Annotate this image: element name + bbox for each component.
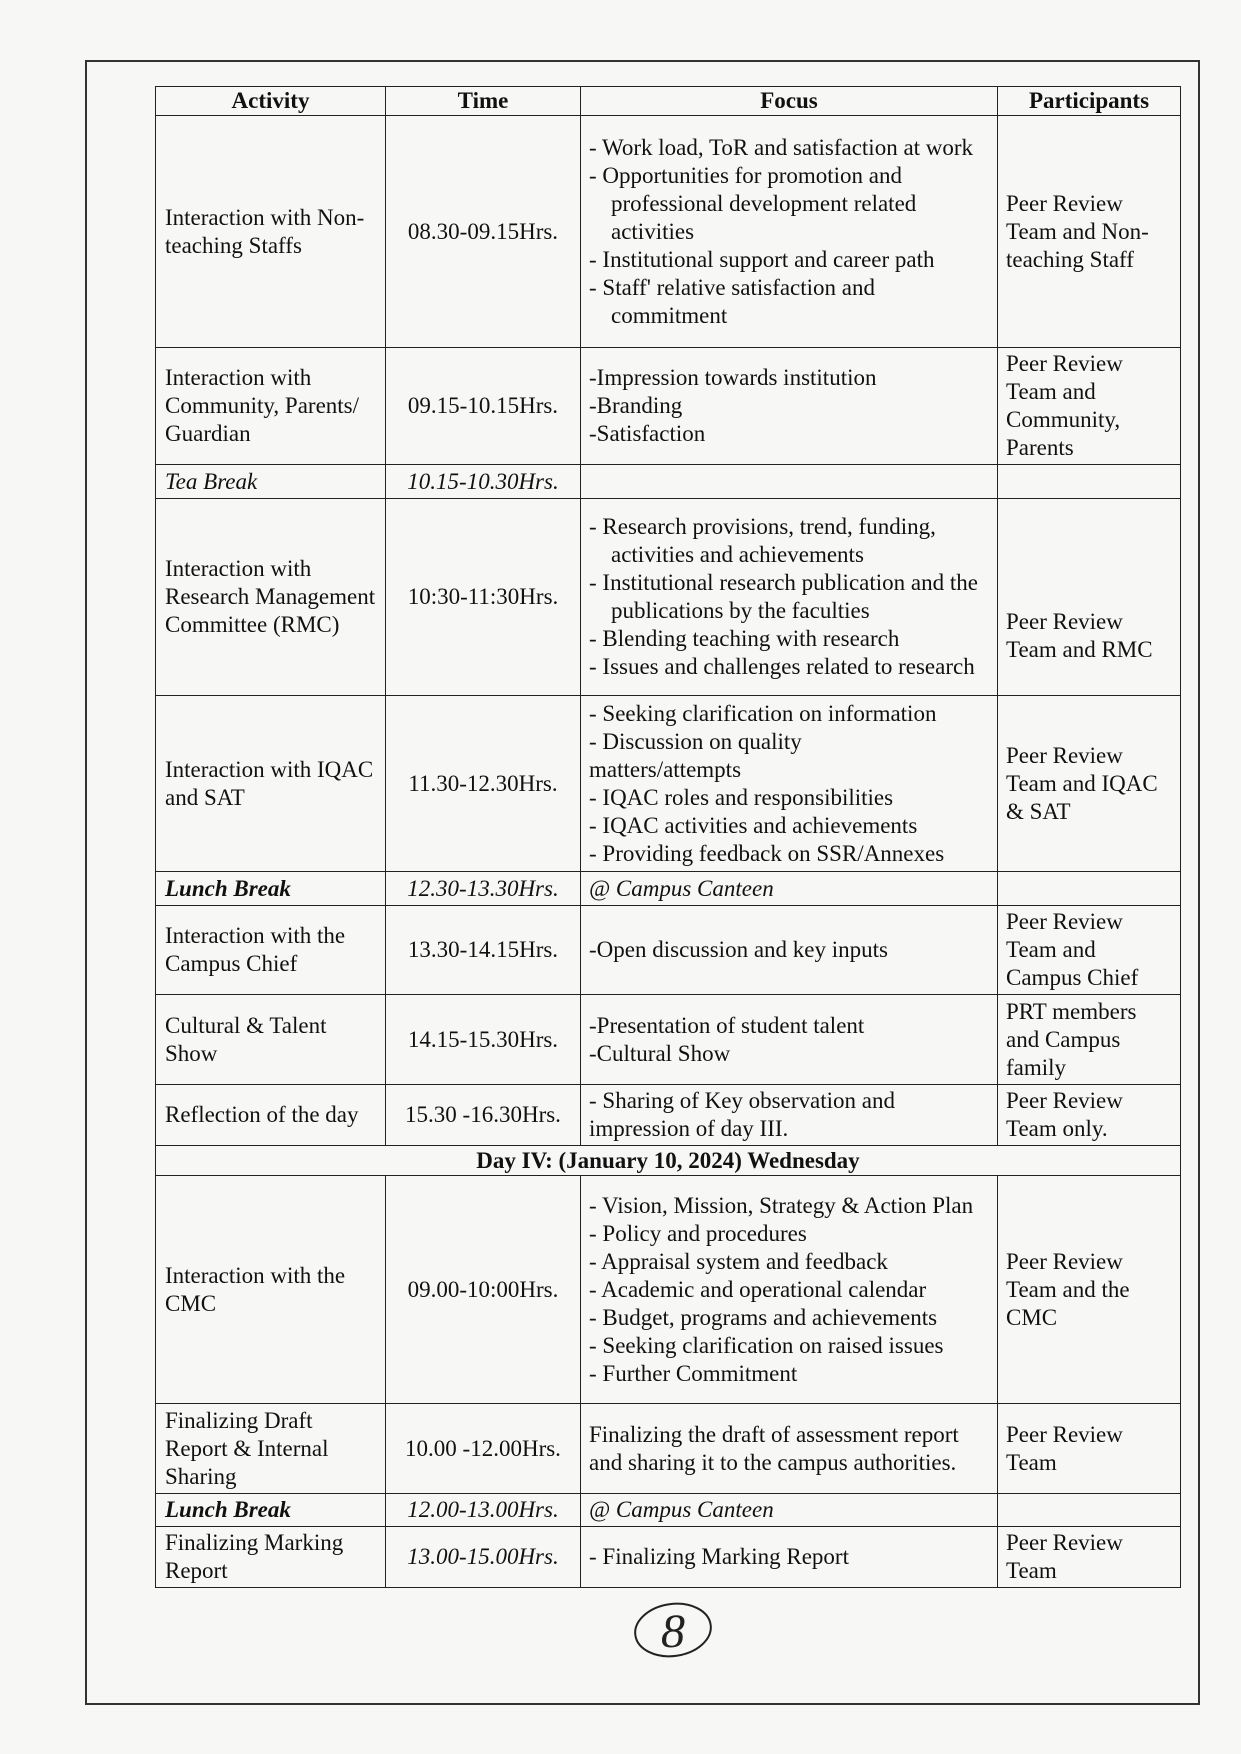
participants-cell: Peer Review Team xyxy=(998,1527,1181,1588)
table-row xyxy=(156,116,1181,348)
table-row xyxy=(156,872,1181,906)
table-row xyxy=(156,1085,1181,1146)
focus-item: -Branding xyxy=(589,393,683,418)
table-row xyxy=(156,906,1181,995)
time-cell: 09.15-10.15Hrs. xyxy=(386,348,581,465)
activity-cell: Lunch Break xyxy=(156,1494,386,1527)
activity-cell: Finalizing Marking Report xyxy=(156,1527,386,1588)
focus-item: - Further Commitment xyxy=(589,1360,798,1386)
focus-item: -Cultural Show xyxy=(589,1040,731,1066)
focus-cell xyxy=(581,995,998,1085)
focus-cell: - Finalizing Marking Report xyxy=(581,1527,998,1588)
focus-cell: - Sharing of Key observation and impression of day III. xyxy=(581,1085,998,1146)
activity-cell: Reflection of the day xyxy=(156,1085,386,1146)
focus-item: - Policy and procedures xyxy=(589,1220,807,1246)
focus-item: - Research provisions, trend, funding, activities and achievements xyxy=(589,514,936,567)
table-row xyxy=(156,1494,1181,1527)
focus-cell xyxy=(581,116,998,348)
header-focus: Focus xyxy=(581,87,998,116)
table-row xyxy=(156,1404,1181,1494)
time-cell: 13.00-15.00Hrs. xyxy=(386,1527,581,1588)
focus-item: - Budget, programs and achievements xyxy=(589,1304,938,1330)
focus-item: - IQAC roles and responsibilities xyxy=(589,784,894,810)
participants-cell: Peer Review Team and RMC xyxy=(998,499,1181,696)
page-number-text: 8 xyxy=(661,1605,685,1658)
focus-cell: -Open discussion and key inputs xyxy=(581,906,998,995)
activity-cell: Interaction with IQAC and SAT xyxy=(156,696,386,872)
table-row xyxy=(156,1527,1181,1588)
activity-cell: Finalizing Draft Report & Internal Sharing xyxy=(156,1404,386,1494)
participants-cell xyxy=(998,872,1181,906)
focus-item: -Impression towards institution xyxy=(589,365,877,390)
time-cell: 14.15-15.30Hrs. xyxy=(386,995,581,1085)
table-row xyxy=(156,465,1181,499)
focus-item: -Presentation of student talent xyxy=(589,1012,865,1038)
table-row xyxy=(156,348,1181,465)
time-cell: 12.00-13.00Hrs. xyxy=(386,1494,581,1527)
focus-item: - Blending teaching with research xyxy=(589,626,900,651)
participants-cell: Peer Review Team and the CMC xyxy=(998,1176,1181,1404)
participants-cell xyxy=(998,465,1181,499)
focus-item: - Academic and operational calendar xyxy=(589,1276,927,1302)
header-activity: Activity xyxy=(156,87,386,116)
day-header-row xyxy=(156,1146,1181,1176)
day-header: Day IV: (January 10, 2024) Wednesday xyxy=(156,1146,1181,1176)
focus-cell xyxy=(581,348,998,465)
time-cell: 09.00-10:00Hrs. xyxy=(386,1176,581,1404)
focus-item: matters/attempts xyxy=(589,756,742,782)
focus-item: -Satisfaction xyxy=(589,421,706,446)
participants-cell: PRT members and Campus family xyxy=(998,995,1181,1085)
participants-cell: Peer Review Team xyxy=(998,1404,1181,1494)
activity-cell: Lunch Break xyxy=(156,872,386,906)
activity-cell: Tea Break xyxy=(156,465,386,499)
header-row xyxy=(156,87,1181,116)
focus-item: - Issues and challenges related to research xyxy=(589,654,975,679)
focus-item: - Seeking clarification on raised issues xyxy=(589,1332,944,1358)
activity-cell: Interaction with Non-teaching Staffs xyxy=(156,116,386,348)
focus-item: - Work load, ToR and satisfaction at work xyxy=(589,134,974,160)
focus-item: - Discussion on quality xyxy=(589,728,802,754)
focus-item: - Opportunities for promotion and professional development related activities xyxy=(589,162,917,244)
schedule-table xyxy=(155,86,1181,1588)
time-cell: 12.30-13.30Hrs. xyxy=(386,872,581,906)
time-cell: 10.00 -12.00Hrs. xyxy=(386,1404,581,1494)
time-cell: 08.30-09.15Hrs. xyxy=(386,116,581,348)
activity-cell: Interaction with the Campus Chief xyxy=(156,906,386,995)
activity-cell: Interaction with the CMC xyxy=(156,1176,386,1404)
table-row xyxy=(156,1176,1181,1404)
time-cell: 13.30-14.15Hrs. xyxy=(386,906,581,995)
time-cell: 11.30-12.30Hrs. xyxy=(386,696,581,872)
page-number xyxy=(632,1597,714,1661)
activity-cell: Interaction with Research Management Committee (RMC) xyxy=(156,499,386,696)
activity-cell: Cultural & Talent Show xyxy=(156,995,386,1085)
focus-cell xyxy=(581,465,998,499)
focus-cell: @ Campus Canteen xyxy=(581,1494,998,1527)
participants-cell: Peer Review Team and Community, Parents xyxy=(998,348,1181,465)
time-cell: 10:30-11:30Hrs. xyxy=(386,499,581,696)
participants-cell: Peer Review Team and Campus Chief xyxy=(998,906,1181,995)
header-time: Time xyxy=(386,87,581,116)
participants-cell: Peer Review Team and IQAC & SAT xyxy=(998,696,1181,872)
table-row xyxy=(156,995,1181,1085)
focus-item: - Vision, Mission, Strategy & Action Plan xyxy=(589,1192,974,1218)
focus-item: - Seeking clarification on information xyxy=(589,700,937,726)
focus-cell xyxy=(581,1176,998,1404)
activity-cell: Interaction with Community, Parents/ Guardian xyxy=(156,348,386,465)
focus-item: - Institutional support and career path xyxy=(589,246,935,272)
focus-cell: Finalizing the draft of assessment report and sharing it to the campus authorities. xyxy=(581,1404,998,1494)
focus-item: - Staff' relative satisfaction and commitment xyxy=(589,274,876,328)
focus-cell: @ Campus Canteen xyxy=(581,872,998,906)
time-cell: 10.15-10.30Hrs. xyxy=(386,465,581,499)
focus-item: - IQAC activities and achievements xyxy=(589,812,918,838)
focus-cell xyxy=(581,696,998,872)
focus-item: - Appraisal system and feedback xyxy=(589,1248,888,1274)
participants-cell xyxy=(998,1494,1181,1527)
participants-cell: Peer Review Team only. xyxy=(998,1085,1181,1146)
participants-cell: Peer Review Team and Non-teaching Staff xyxy=(998,116,1181,348)
focus-item: - Providing feedback on SSR/Annexes xyxy=(589,840,945,866)
table-row xyxy=(156,499,1181,696)
time-cell: 15.30 -16.30Hrs. xyxy=(386,1085,581,1146)
table-row xyxy=(156,696,1181,872)
focus-cell xyxy=(581,499,998,696)
header-participants: Participants xyxy=(998,87,1181,116)
focus-item: - Institutional research publication and the publications by the faculties xyxy=(589,570,978,623)
